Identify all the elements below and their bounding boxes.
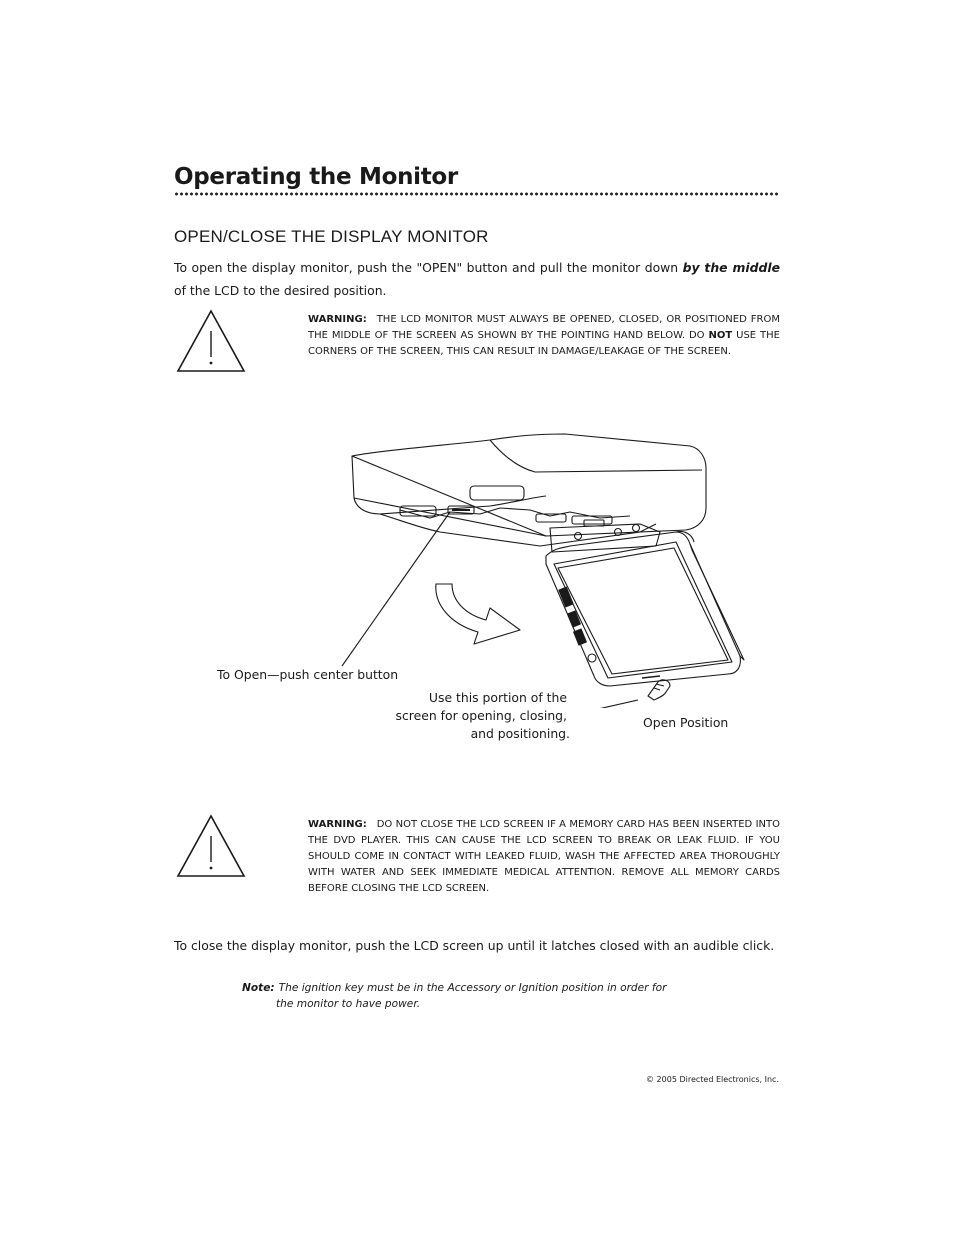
lcd-screen bbox=[554, 542, 732, 678]
curved-arrow-icon bbox=[436, 584, 520, 644]
warning-one-text-before: THE LCD MONITOR MUST ALWAYS BE OPENED, CLOSED, OR POSITIONED FROM THE MIDDLE OF THE SCREEN AS SHOWN BY THE POINTING HAND BELOW. DO bbox=[308, 314, 780, 341]
monitor-diagram bbox=[340, 428, 760, 708]
warning-two bbox=[308, 817, 780, 897]
caption-portion-line-3: and positioning. bbox=[470, 726, 570, 741]
warning-two-text: DO NOT CLOSE THE LCD SCREEN IF A MEMORY CARD HAS BEEN INSERTED INTO THE DVD PLAYER. THIS CAN CAUSE THE LCD SCREEN TO BREAK OR LEAK FLUID. IF YOU SHOULD COME IN CONTACT WITH LEAKED FLUID, WASH THE AFFECTED AREA THOROUGHLY WITH WATER AND SEEK IMMEDIATE MEDICAL ATTENTION. REMOVE ALL MEMORY CARDS BEFORE CLOSING THE LCD SCREEN. bbox=[308, 819, 780, 894]
close-instructions: To close the display monitor, push the LCD screen up until it latches closed with an audible click. bbox=[174, 938, 775, 953]
warning-triangle-icon bbox=[176, 309, 246, 373]
ignition-note bbox=[242, 980, 702, 1012]
note-line-2: the monitor to have power. bbox=[276, 998, 421, 1010]
caption-portion bbox=[390, 689, 570, 743]
intro-text-after: of the LCD to the desired position. bbox=[174, 283, 387, 298]
warning-one-text-after: USE THE CORNERS OF THE SCREEN, THIS CAN RESULT IN DAMAGE/LEAKAGE OF THE SCREEN. bbox=[308, 330, 780, 357]
callout-line-button bbox=[342, 512, 450, 666]
caption-portion-line-2: screen for opening, closing, bbox=[395, 708, 567, 723]
note-label: Note: bbox=[242, 982, 275, 994]
note-line-1: The ignition key must be in the Accessory or Ignition position in order for bbox=[278, 982, 667, 994]
warning-two-label: WARNING: bbox=[308, 819, 367, 830]
intro-emphasis: by the middle bbox=[682, 260, 780, 275]
section-heading: OPEN/CLOSE THE DISPLAY MONITOR bbox=[174, 227, 489, 246]
caption-portion-line-1: Use this portion of the bbox=[428, 690, 567, 705]
housing-top bbox=[352, 434, 706, 536]
dome-light-right bbox=[470, 486, 524, 500]
caption-open-position: Open Position bbox=[643, 715, 729, 730]
intro-paragraph bbox=[174, 256, 780, 302]
copyright-footer: © 2005 Directed Electronics, Inc. bbox=[646, 1075, 779, 1084]
warning-triangle-icon bbox=[176, 814, 246, 878]
warning-one bbox=[308, 312, 780, 360]
caption-open-button: To Open—push center button bbox=[217, 667, 399, 682]
title-dotted-rule bbox=[174, 192, 780, 196]
page-title: Operating the Monitor bbox=[174, 164, 458, 190]
intro-text-before: To open the display monitor, push the "OPEN" button and pull the monitor down bbox=[174, 260, 683, 275]
warning-one-emphasis: NOT bbox=[708, 330, 733, 341]
warning-one-label: WARNING: bbox=[308, 314, 367, 325]
callout-line-portion bbox=[576, 700, 638, 708]
